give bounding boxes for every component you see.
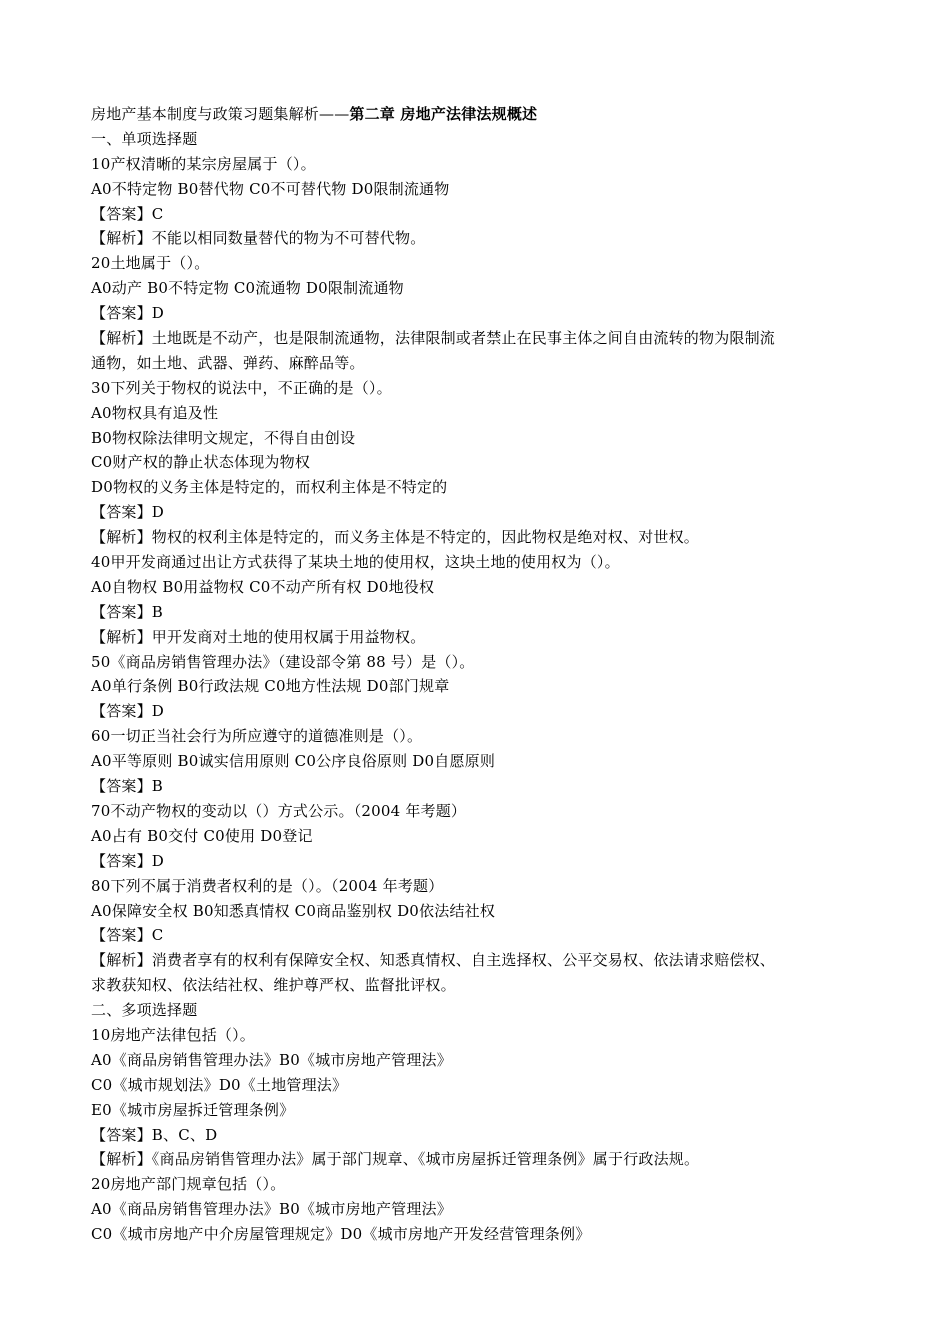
- text-line: 60一切正当社会行为所应遵守的道德准则是（）。: [91, 727, 423, 746]
- text-line: A0保障安全权 B0知悉真情权 C0商品鉴别权 D0依法结社权: [91, 901, 496, 920]
- text-line: E0《城市房屋拆迁管理条例》: [91, 1100, 295, 1119]
- text-line: C0《城市规划法》D0《土地管理法》: [91, 1075, 348, 1094]
- text-line: 80下列不属于消费者权利的是（）。（2004 年考题）: [91, 876, 444, 895]
- text-line: 【答案】D: [91, 702, 165, 721]
- text-line: 【解析】物权的权利主体是特定的，而义务主体是不特定的，因此物权是绝对权、对世权。: [91, 528, 700, 547]
- text-line: A0物权具有追及性: [91, 403, 219, 422]
- document-body: [91, 102, 871, 1247]
- text-line: 【答案】C: [91, 204, 164, 223]
- text-line: 30下列关于物权的说法中，不正确的是（）。: [91, 378, 392, 397]
- text-line: 【答案】B: [91, 777, 164, 796]
- text-lines: [91, 127, 871, 1247]
- text-line: A0《商品房销售管理办法》B0《城市房地产管理法》: [91, 1050, 452, 1069]
- text-line: 二、多项选择题: [91, 1001, 198, 1020]
- text-line: 50《商品房销售管理办法》（建设部令第 88 号）是（）。: [91, 652, 475, 671]
- text-line: 【答案】C: [91, 926, 164, 945]
- text-line: 20房地产部门规章包括（）。: [91, 1175, 286, 1194]
- text-line: 求教获知权、依法结社权、维护尊严权、监督批评权。: [91, 976, 456, 995]
- text-line: D0物权的义务主体是特定的，而权利主体是不特定的: [91, 478, 448, 497]
- chapter-title: 第二章 房地产法律法规概述: [349, 105, 538, 123]
- text-line: 一、单项选择题: [91, 129, 198, 148]
- text-line: 10产权清晰的某宗房屋属于（）。: [91, 154, 316, 173]
- text-line: 【解析】消费者享有的权利有保障安全权、知悉真情权、自主选择权、公平交易权、依法请求赔偿权、: [91, 951, 776, 970]
- text-line: A0自物权 B0用益物权 C0不动产所有权 D0地役权: [91, 577, 435, 596]
- text-line: A0占有 B0交付 C0使用 D0登记: [91, 826, 313, 845]
- text-line: 70不动产物权的变动以（）方式公示。（2004 年考题）: [91, 801, 467, 820]
- text-line: 10房地产法律包括（）。: [91, 1025, 255, 1044]
- text-line: C0财产权的静止状态体现为物权: [91, 453, 311, 472]
- text-line: 【解析】甲开发商对土地的使用权属于用益物权。: [91, 627, 426, 646]
- text-line: 【答案】D: [91, 851, 165, 870]
- document-title: [91, 102, 871, 127]
- text-line: 【解析】不能以相同数量替代的物为不可替代物。: [91, 229, 426, 248]
- text-line: 【解析】土地既是不动产，也是限制流通物，法律限制或者禁止在民事主体之间自由流转的物为限制流: [91, 329, 776, 348]
- title-prefix: 房地产基本制度与政策习题集解析——: [91, 105, 350, 123]
- text-line: 【答案】B: [91, 602, 164, 621]
- text-line: A0不特定物 B0替代物 C0不可替代物 D0限制流通物: [91, 179, 450, 198]
- text-line: 40甲开发商通过出让方式获得了某块土地的使用权，这块土地的使用权为（）。: [91, 553, 620, 572]
- text-line: 【解析】《商品房销售管理办法》属于部门规章、《城市房屋拆迁管理条例》属于行政法规。: [91, 1150, 700, 1169]
- text-line: 【答案】D: [91, 503, 165, 522]
- text-line: 20土地属于（）。: [91, 254, 210, 273]
- text-line: A0《商品房销售管理办法》B0《城市房地产管理法》: [91, 1200, 452, 1219]
- text-line: 通物，如土地、武器、弹药、麻醉品等。: [91, 353, 365, 372]
- text-line: B0物权除法律明文规定，不得自由创设: [91, 428, 356, 447]
- text-line: A0单行条例 B0行政法规 C0地方性法规 D0部门规章: [91, 677, 450, 696]
- text-line: 【答案】D: [91, 304, 165, 323]
- text-line: A0平等原则 B0诚实信用原则 C0公序良俗原则 D0自愿原则: [91, 752, 496, 771]
- text-line: A0动产 B0不特定物 C0流通物 D0限制流通物: [91, 279, 404, 298]
- text-line: C0《城市房地产中介房屋管理规定》D0《城市房地产开发经营管理条例》: [91, 1225, 591, 1244]
- text-line: 【答案】B、C、D: [91, 1125, 218, 1144]
